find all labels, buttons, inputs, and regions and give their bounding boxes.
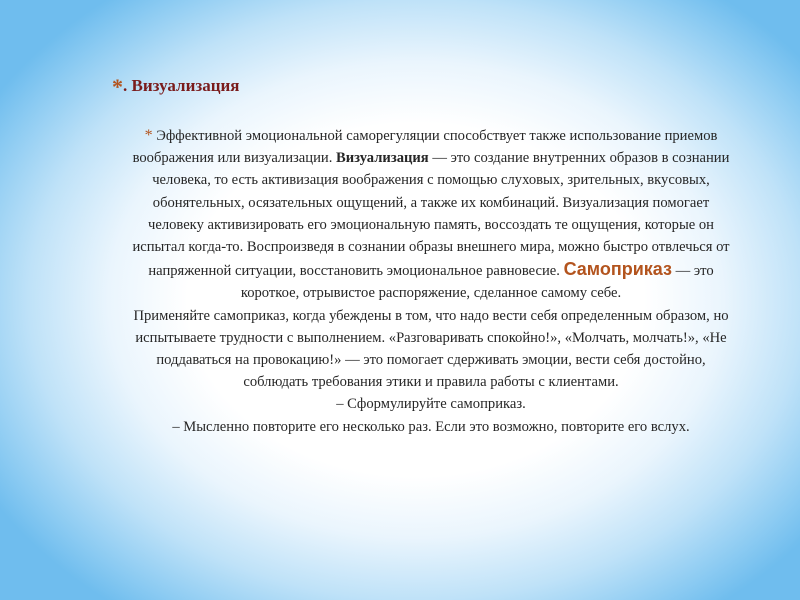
paragraph-text: — это короткое, отрывистое распоряжение, сделанное самому себе. [240,263,714,302]
term-self-command: Самоприказ [563,259,672,280]
slide-title-text: . Визуализация [123,76,240,95]
instruction-line: – Сформулируйте самоприказ. [336,396,526,413]
paragraph-text: Эффективной эмоциональной саморегуляции способствует также использование приемов воображения или визуализации. [132,128,718,167]
asterisk-bullet-icon: * [144,127,153,144]
term-visualization: Визуализация [336,150,429,167]
slide-title [112,74,240,100]
paragraph-visualization [126,125,736,305]
paragraph-self-command-usage: Применяйте самоприказ, когда убеждены в том, что надо вести себя определенным образом, но испытываете трудности с выполнением. «Разговаривать спокойно!», «Молчать, молчать!», «Не поддаваться на провокацию!» — это помогает сдерживать эмоции, вести себя достойно, соблюдать требования этики и правила работы с клиентами. [133,307,729,391]
paragraph-text: — это создание внутренних образов в сознании человека, то есть активизация воображения с помощью слуховых, зрительных, вкусовых, обонятельных, осязательных ощущений, а также их комбинаций. Визуализация помогает человеку активизировать его эмоциональную память, воссоздать те ощущения, которые он испытал когда-то. Воспроизведя в сознании образы внешнего мира, можно быстро отвлечься от напряженной ситуации, восстановить эмоциональное равновесие. [132,150,730,280]
asterisk-bullet-icon: * [112,74,123,99]
instruction-line: – Мысленно повторите его несколько раз. Если это возможно, повторите его вслух. [172,418,690,435]
body-text [126,125,736,438]
